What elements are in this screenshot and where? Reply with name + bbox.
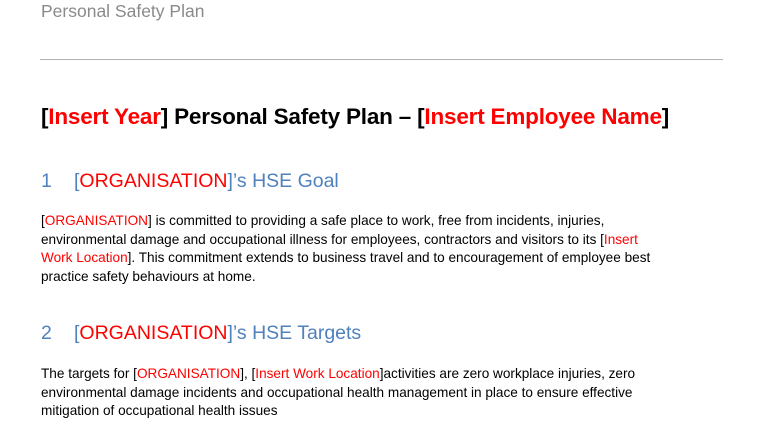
year-placeholder: Insert Year (48, 104, 161, 129)
line-text: ]activities are zero workplace injuries, zero (379, 366, 636, 381)
organisation-placeholder: ORGANISATION (79, 170, 228, 192)
document-title (41, 104, 669, 130)
paragraph-line (41, 212, 650, 231)
organisation-placeholder: ORGANISATION (136, 366, 241, 381)
line-text: practice safety behaviours at home. (41, 268, 256, 284)
paragraph-line (41, 231, 650, 250)
section-number: 1 (41, 170, 52, 192)
line-text: ]. This commitment extends to business travel and to encouragement of employee best (127, 250, 651, 266)
paragraph-line (41, 365, 635, 384)
title-bracket: [ (41, 104, 49, 129)
paragraph-line (41, 249, 650, 268)
section-1-paragraph (41, 212, 650, 286)
heading-bracket: [ (74, 170, 80, 192)
paragraph-line (41, 384, 635, 403)
employee-name-placeholder: Insert Employee Name (424, 104, 662, 129)
work-location-placeholder: Insert (603, 231, 638, 247)
title-bracket: ] (661, 104, 670, 129)
title-text: ] Personal Safety Plan – [ (160, 104, 425, 129)
page-header-title: Personal Safety Plan (41, 1, 205, 21)
line-text: ], [ (240, 366, 256, 381)
bracket: [ (41, 213, 45, 228)
paragraph-line (41, 268, 650, 287)
section-number: 2 (41, 322, 52, 344)
header-divider (40, 59, 723, 60)
line-text: ] is committed to providing a safe place to work, free from incidents, injuries, (148, 213, 605, 228)
section-1-heading (41, 170, 339, 193)
line-text: environmental damage incidents and occupational health management in place to ensure effective (41, 384, 633, 400)
heading-text: ]’s HSE Targets (227, 322, 362, 344)
heading-bracket: [ (74, 322, 80, 344)
organisation-placeholder: ORGANISATION (44, 213, 149, 228)
section-2-heading (41, 322, 361, 345)
line-text: The targets for [ (41, 366, 137, 381)
work-location-placeholder: Insert Work Location (255, 366, 380, 381)
section-2-paragraph (41, 365, 635, 421)
organisation-placeholder: ORGANISATION (79, 322, 228, 344)
work-location-placeholder: Work Location (41, 250, 128, 266)
heading-text: ]’s HSE Goal (227, 170, 339, 192)
line-text: environmental damage and occupational illness for employees, contractors and visitors to its [ (41, 231, 604, 247)
paragraph-line (41, 402, 635, 421)
line-text: mitigation of occupational health issues (41, 403, 278, 419)
